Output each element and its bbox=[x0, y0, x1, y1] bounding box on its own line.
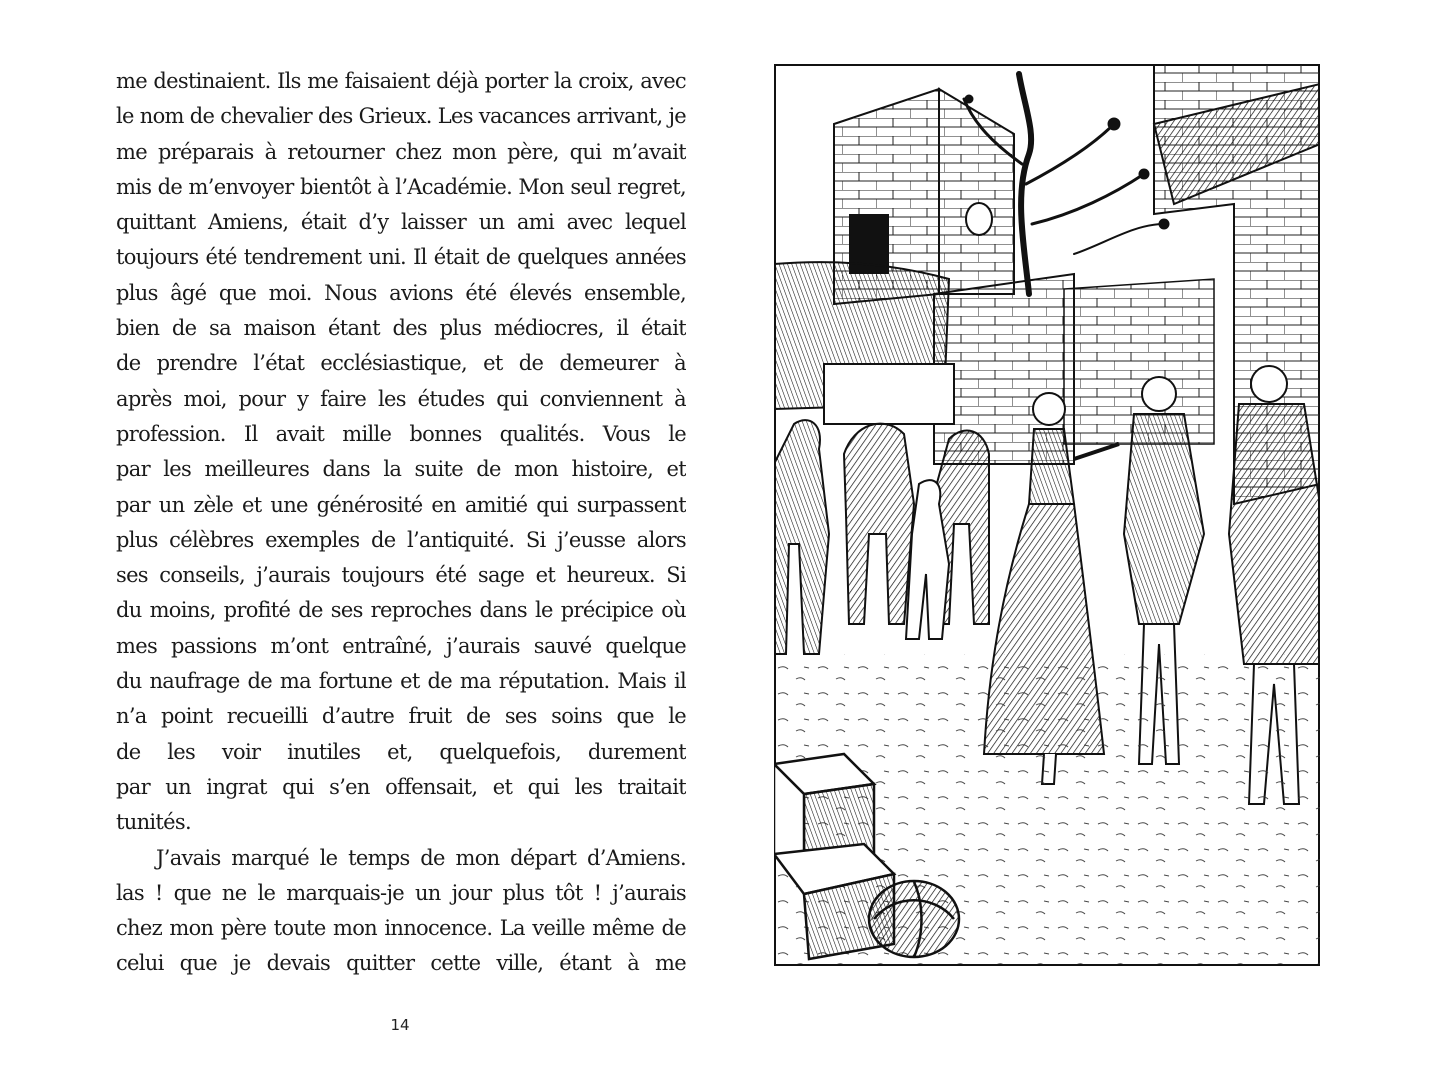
text-line: par un ingrat qui s’en offensait, et qui les traitait bbox=[116, 774, 686, 799]
text-line: celui que je devais quitter cette ville, étant à me bbox=[116, 951, 686, 976]
text-line: de les voir inutiles et, quelquefois, durement bbox=[116, 739, 686, 764]
text-line: las ! que ne le marquais-je un jour plus tôt ! j’aurais bbox=[116, 880, 686, 905]
text-line: le nom de chevalier des Grieux. Les vacances arrivant, je bbox=[116, 104, 686, 129]
text-line: bien de sa maison étant des plus médiocres, il était bbox=[116, 316, 686, 341]
text-line: plus célèbres exemples de l’antiquité. Si j’eusse alors bbox=[116, 527, 686, 552]
text-line: J’avais marqué le temps de mon départ d’Amiens. bbox=[156, 845, 686, 870]
text-line: de prendre l’état ecclésiastique, et de demeurer à bbox=[116, 351, 686, 376]
text-line: quittant Amiens, était d’y laisser un ami avec lequel bbox=[116, 210, 686, 235]
text-line: plus âgé que moi. Nous avions été élevés ensemble, bbox=[116, 280, 686, 305]
text-line: du naufrage de ma fortune et de ma réputation. Mais il bbox=[116, 669, 686, 694]
text-line: après moi, pour y faire les études qui conviennent à bbox=[116, 386, 686, 411]
engraving-illustration bbox=[774, 64, 1320, 966]
text-line: du moins, profité de ses reproches dans le précipice où bbox=[116, 598, 686, 623]
text-line: chez mon père toute mon innocence. La veille même de bbox=[116, 916, 686, 941]
text-line: ses conseils, j’aurais toujours été sage et heureux. Si bbox=[116, 563, 686, 588]
carriage bbox=[774, 262, 954, 424]
text-line: me préparais à retourner chez mon père, qui m’avait bbox=[116, 139, 686, 164]
text-line: mis de m’envoyer bientôt à l’Académie. Mon seul regret, bbox=[116, 174, 686, 199]
text-line: par les meilleures dans la suite de mon histoire, et bbox=[116, 457, 686, 482]
body-text bbox=[116, 64, 686, 982]
illustration-icon bbox=[774, 64, 1320, 966]
text-line: mes passions m’ont entraîné, j’aurais sauvé quelque bbox=[116, 633, 686, 658]
text-line: par un zèle et une générosité en amitié qui surpassent bbox=[116, 492, 686, 517]
text-line: profession. Il avait mille bonnes qualités. Vous le bbox=[116, 421, 686, 446]
page-number: 14 bbox=[390, 1016, 410, 1034]
text-line: toujours été tendrement uni. Il était de quelques années bbox=[116, 245, 686, 270]
left-page bbox=[0, 0, 715, 1080]
text-line: n’a point recueilli d’autre fruit de ses soins que le bbox=[116, 704, 686, 729]
text-line: me destinaient. Ils me faisaient déjà porter la croix, avec bbox=[116, 69, 686, 93]
text-line: tunités. bbox=[116, 810, 191, 835]
